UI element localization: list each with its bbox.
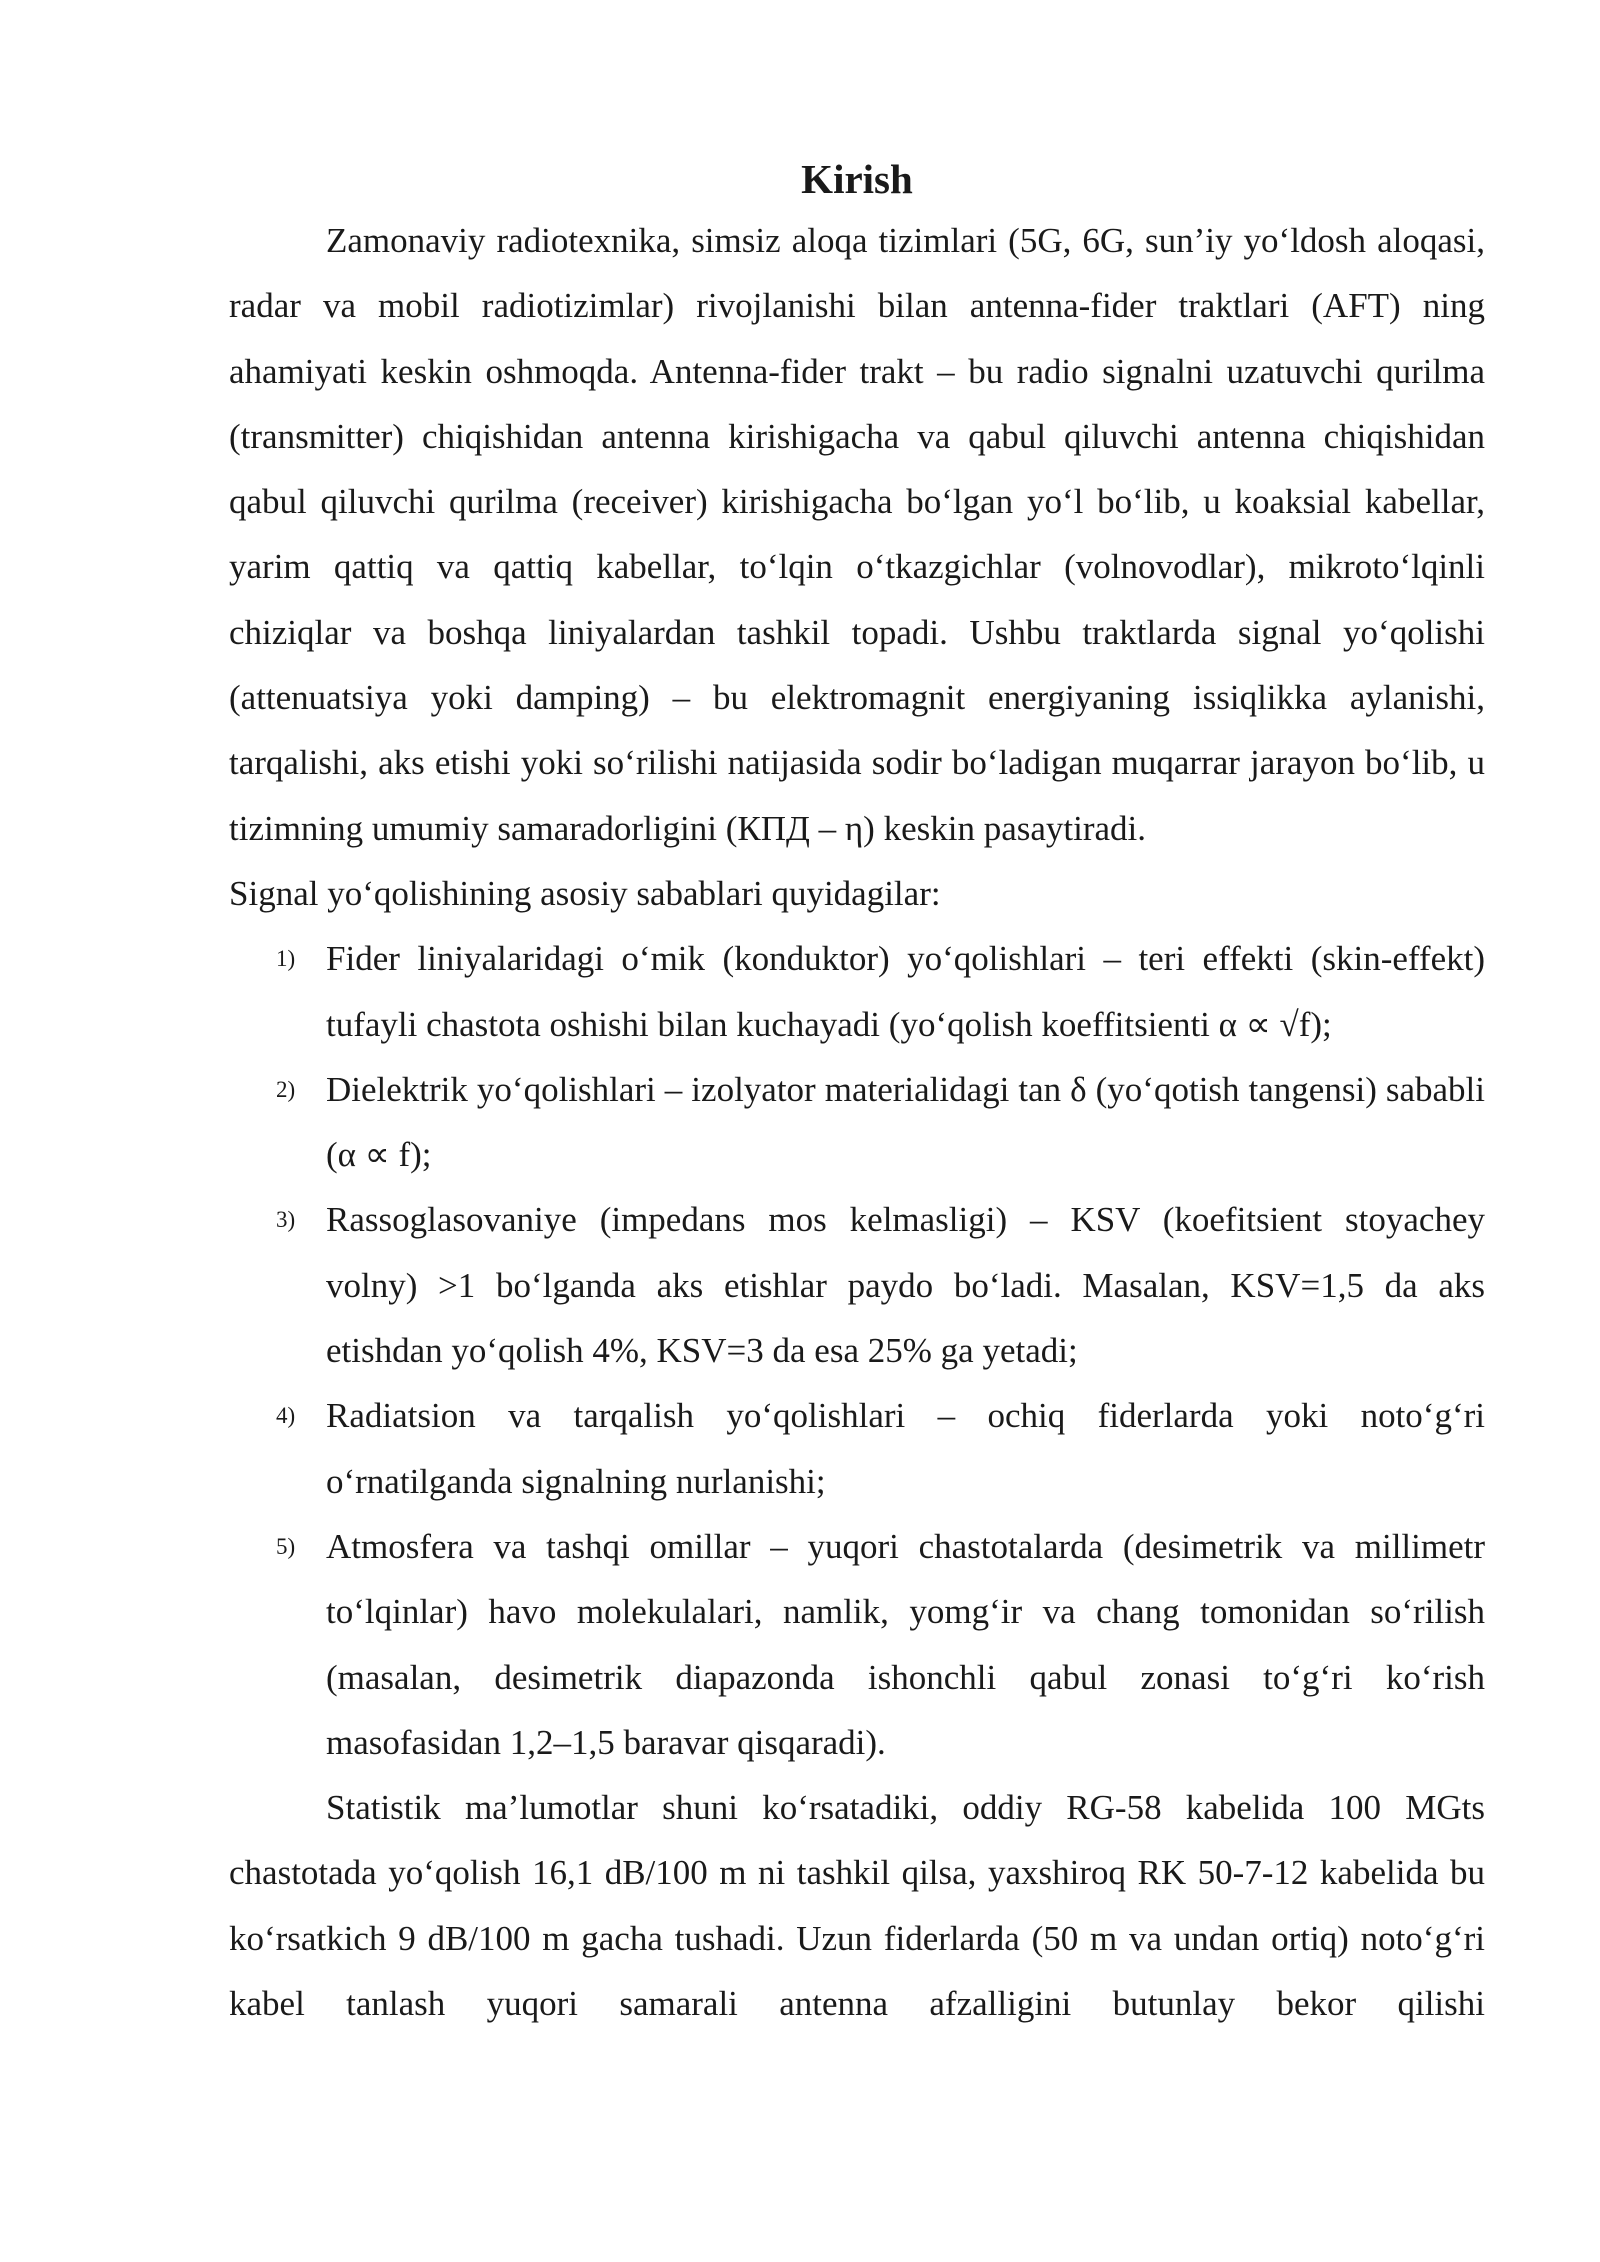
section-heading: Kirish	[801, 156, 913, 202]
list-item-number: 4)	[276, 1403, 296, 1429]
list-item	[229, 926, 1485, 1057]
list-item-text: Radiatsion va tarqalish yo‘qolishlari – ochiq fiderlarda yoki noto‘g‘ri o‘rnatilganda signalning nurlanishi;	[326, 1396, 1485, 1501]
causes-list	[229, 926, 1485, 1775]
list-item	[229, 1383, 1485, 1514]
statistics-paragraph: Statistik ma’lumotlar shuni ko‘rsatadiki, oddiy RG-58 kabelida 100 MGts chastotada yo‘qolish 16,1 dB/100 m ni tashkil qilsa, yaxshiroq RK 50-7-12 kabelida bu ko‘rsatkich 9 dB/100 m gacha tushadi. Uzun fiderlarda (50 m va undan ortiq) noto‘g‘ri kabel tanlash yuqori samarali antenna afzalligini butunlay bekor qilishi	[229, 1788, 1485, 2024]
document-body	[229, 150, 1485, 2036]
list-item-text: Rassoglasovaniye (impedans mos kelmasligi) – KSV (koefitsient stoyachey volny) >1 bo‘lganda aks etishlar paydo bo‘ladi. Masalan, KSV=1,5 da aks etishdan yo‘qolish 4%, KSV=3 da esa 25% ga yetadi;	[326, 1200, 1485, 1371]
intro-paragraph: Zamonaviy radiotexnika, simsiz aloqa tizimlari (5G, 6G, sun’iy yo‘ldosh aloqasi, radar va mobil radiotizimlar) rivojlanishi bilan antenna-fider traktlari (AFT) ning ahamiyati keskin oshmoqda. Antenna-fider trakt – bu radio signalni uzatuvchi qurilma (transmitter) chiqishidan antenna kirishigacha va qabul qiluvchi antenna chiqishidan qabul qiluvchi qurilma (receiver) kirishigacha bo‘lgan yo‘l bo‘lib, u koaksial kabellar, yarim qattiq va qattiq kabellar, to‘lqin o‘tkazgichlar (volnovodlar), mikroto‘lqinli chiziqlar va boshqa liniyalardan tashkil topadi. Ushbu traktlarda signal yo‘qolishi (attenuatsiya yoki damping) – bu elektromagnit energiyaning issiqlikka aylanishi, tarqalishi, aks etishi yoki so‘rilishi natijasida sodir bo‘ladigan muqarrar jarayon bo‘lib, u tizimning umumiy samaradorligini (КПД – η) keskin pasaytiradi.	[229, 221, 1485, 848]
list-item-number: 5)	[276, 1533, 296, 1559]
list-item-text: Atmosfera va tashqi omillar – yuqori chastotalarda (desimetrik va millimetr to‘lqinlar) havo molekulalari, namlik, yomg‘ir va chang tomonidan so‘rilish (masalan, desimetrik diapazonda ishonchli qabul zonasi to‘g‘ri ko‘rish masofasidan 1,2–1,5 baravar qisqaradi).	[326, 1526, 1485, 1762]
list-item-number: 3)	[276, 1207, 296, 1233]
list-item	[229, 1057, 1485, 1188]
causes-lead-paragraph: Signal yo‘qolishining asosiy sabablari quyidagilar:	[229, 873, 941, 913]
list-item-text: Dielektrik yo‘qolishlari – izolyator materialidagi tan δ (yo‘qotish tangensi) sababli (α ∝ f);	[326, 1069, 1485, 1175]
list-item-text: Fider liniyalaridagi o‘mik (konduktor) yo‘qolishlari – teri effekti (skin-effekt) tufayli chastota oshishi bilan kuchayadi (yo‘qolish koeffitsienti α ∝ √f);	[326, 939, 1485, 1044]
list-item	[229, 1514, 1485, 1775]
list-item-number: 1)	[276, 946, 296, 972]
list-item-number: 2)	[276, 1076, 296, 1102]
list-item	[229, 1187, 1485, 1383]
